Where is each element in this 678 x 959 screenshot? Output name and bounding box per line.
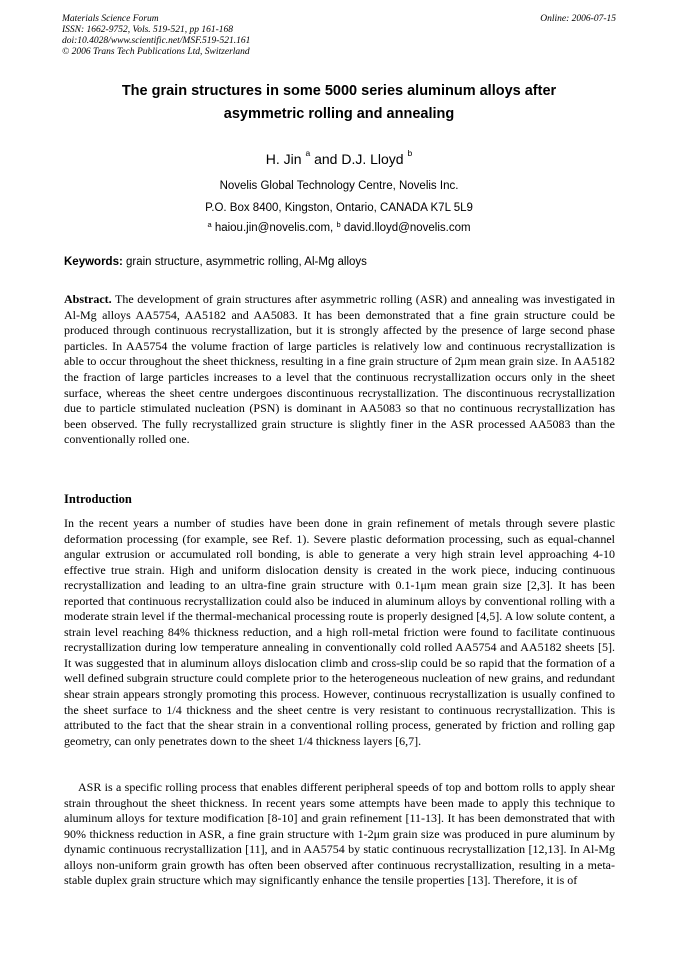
author-2: D.J. Lloyd <box>341 151 404 167</box>
email-a-sup: a <box>207 220 212 229</box>
keywords-text: grain structure, asymmetric rolling, Al-Mg alloys <box>126 256 367 268</box>
email-a[interactable]: haiou.jin@novelis.com, <box>214 222 334 234</box>
keywords-label: Keywords: <box>64 256 123 268</box>
journal-header <box>62 14 616 58</box>
title-line-1: The grain structures in some 5000 series aluminum alloys after <box>121 83 557 99</box>
author-1-sup: a <box>305 148 311 158</box>
journal-doi: doi:10.4028/www.scientific.net/MSF.519-521.161 <box>62 36 251 46</box>
author-1: H. Jin <box>265 151 302 167</box>
affiliation-org: Novelis Global Technology Centre, Novelis Inc. <box>219 180 459 192</box>
journal-name: Materials Science Forum <box>62 14 159 24</box>
paper-title <box>60 80 618 126</box>
author-2-sup: b <box>407 148 413 158</box>
affiliation-address: P.O. Box 8400, Kingston, Ontario, CANADA K7L 5L9 <box>205 202 473 214</box>
online-date: Online: 2006-07-15 <box>540 14 616 24</box>
journal-info <box>62 14 250 58</box>
introduction-heading: Introduction <box>64 492 132 506</box>
email-b-sup: b <box>336 220 341 229</box>
author-emails <box>60 222 618 234</box>
introduction-paragraph-1: In the recent years a number of studies have been done in grain refinement of metals through severe plastic deformation processing (for example, see Ref. 1). Severe plastic deformation processing, such as equal-channel angular extrusion or accumulated roll bonding, is able to generate a very high strain level approaching 4-10 effective true strain. High and uniform dislocation density is created in the work piece, inducing continuous recrystallization and leading to an ultra-fine grain structure with 0.1-1μm mean grain size [2,3]. It has been reported that continuous recrystallization could also be induced in aluminum alloys by conventional rolling with a moderate strain level if the thermal-mechanical processing route is properly designed [4,5]. A low solute content, a strain level reaching 84% thickness reduction, and a high roll-metal friction were found to facilitate continuous recrystallization during low temperature annealing in conventionally cold rolled AA5754 and AA5182 sheets [5]. It was suggested that in aluminum alloys dislocation climb and cross-slip could be so rapid that the formation of a well defined subgrain structure could complete prior to the heterogeneous nucleation of new grains, and redundant shear strain appears strongly promoting this process. However, continuous recrystallization is usually confined to the sheet surface to 1/4 thickness and the sheet centre is very resistant to continuous recrystallization. This is attributed to the fact that the shear strain in a conventional rolling process, generated by friction and rolling gap geometry, can only penetrates down to the sheet 1/4 thickness layers [6,7]. <box>64 516 615 748</box>
author-list <box>60 148 618 167</box>
introduction-paragraph-2: ASR is a specific rolling process that enables different peripheral speeds of top and bottom rolls to apply shear strain throughout the sheet thickness. In recent years some attempts have been made to apply this technique to aluminum alloys for texture modification [8-10] and grain refinement [11-13]. It has been demonstrated that with 90% thickness reduction in ASR, a fine grain structure with 1-2μm grain size was produced in pure aluminum by dynamic continuous recrystallization [11], and in AA5754 by static continuous recrystallization [12,13]. In Al-Mg alloys non-uniform grain growth has often been observed after continuous recrystallization, resulting in a meta-stable duplex grain structure which may significantly enhance the tensile properties [13]. Therefore, it is of <box>64 780 615 888</box>
abstract-text: The development of grain structures after asymmetric rolling (ASR) and annealing was investigated in Al-Mg alloys AA5754, AA5182 and AA5083. It has been demonstrated that a fine grain structure could be produced through continuous recrystallization, but it is strongly affected by the presence of large second phase particles. In AA5754 the volume fraction of large particles is relatively low and continuous recrystallization is able to occur throughout the sheet thickness, resulting in a fine grain structure of 2μm mean grain size. In AA5182 the fraction of large particles increases to a level that the continuous recrystallization occurs only in the sheet surface, whereas the sheet centre undergoes discontinuous recrystallization. The discontinuous recrystallization due to particle stimulated nucleation (PSN) is dominant in AA5083 so that no continuous recrystallization has been observed. The fully recrystallized grain structure is slightly finer in the ASR processed AA5083 than the conventionally rolled one. <box>64 292 615 447</box>
journal-issn: ISSN: 1662-9752, Vols. 519-521, pp 161-168 <box>62 25 233 35</box>
journal-copyright: © 2006 Trans Tech Publications Ltd, Switzerland <box>62 47 250 57</box>
abstract-label: Abstract. <box>64 292 112 306</box>
abstract <box>64 292 615 448</box>
keywords <box>64 256 624 268</box>
author-and: and <box>314 151 338 167</box>
email-b[interactable]: david.lloyd@novelis.com <box>343 222 471 234</box>
title-line-2: asymmetric rolling and annealing <box>223 106 455 122</box>
